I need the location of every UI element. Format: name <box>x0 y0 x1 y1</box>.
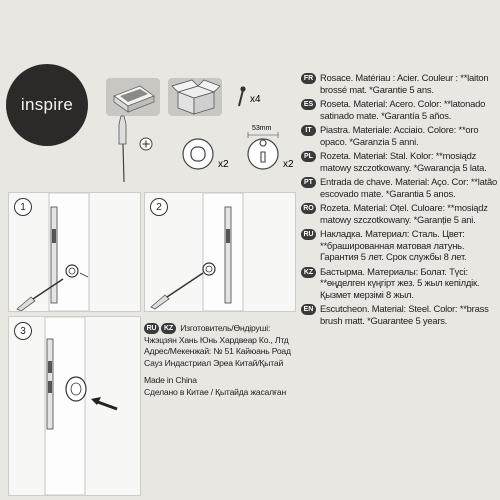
lang-badge: PT <box>301 177 316 188</box>
packaging-tray-icon <box>106 78 160 116</box>
language-text: Escutcheon. Material: Steel. Color: **brass brush matt. *Guarantee 5 years. <box>320 303 489 326</box>
language-text: Бастырма. Материалы: Болат. Түсі: **өңделген күңгірт жез. 5 жыл кепілдік. Қызмет мерзімі 8 жыл. <box>320 265 480 300</box>
dimension-label: 53mm <box>252 125 272 132</box>
language-row <box>301 228 500 263</box>
package-box-icon <box>168 78 222 116</box>
manufacturer-info <box>144 323 300 398</box>
language-text: Накладка. Материал: Сталь. Цвет: **брашированная матовая латунь. Гарантия 5 лет. Срок службы 8 лет. <box>320 228 467 262</box>
language-row <box>301 176 500 199</box>
lang-badge: FR <box>301 73 316 84</box>
lang-badge: RU <box>144 323 159 334</box>
lock-faceplate <box>51 207 57 303</box>
lang-badge: ES <box>301 99 316 110</box>
components-illustration <box>100 72 300 184</box>
step-number: 3 <box>14 322 32 340</box>
step-number: 1 <box>14 198 32 216</box>
made-in-ru: Сделано в Китае / Қытайда жасалған <box>144 386 287 397</box>
language-list <box>301 72 500 329</box>
screwdriver-icon <box>151 273 203 309</box>
rosette-qty: x2 <box>218 159 229 170</box>
language-row <box>301 266 500 301</box>
lang-badge: RO <box>301 203 316 214</box>
language-text: Piastra. Materiale: Acciaio. Colore: **oro opaco. *Garanzia 5 anni. <box>320 124 479 147</box>
components-panel <box>100 72 300 184</box>
manufacturer-name: Чжэцзян Хань Юнь Хардвеар Ко., Лтд <box>144 334 289 345</box>
lock-faceplate <box>225 207 231 303</box>
language-row <box>301 202 500 225</box>
language-row <box>301 150 500 173</box>
language-text: Rosace. Matériau : Acier. Couleur : **laiton brossé mat. *Garantie 5 ans. <box>320 72 489 95</box>
lang-badge: IT <box>301 125 316 136</box>
lang-badge: PL <box>301 151 316 162</box>
language-text: Rozeta. Material: Oțel. Culoare: **mosiądz matowy szczotkowany. *Garanție 5 ani. <box>320 202 488 225</box>
manufacturer-header <box>144 323 300 335</box>
language-row <box>301 124 500 147</box>
step-1-panel <box>8 192 141 312</box>
language-row <box>301 72 500 95</box>
lang-badge: RU <box>301 229 316 240</box>
brand-logo <box>6 64 88 146</box>
plus-icon <box>140 138 152 150</box>
step-3-illustration <box>9 317 140 495</box>
door-edge <box>203 193 243 311</box>
lang-badge: EN <box>301 304 316 315</box>
lang-badge: KZ <box>301 267 316 278</box>
step-3-panel <box>8 316 141 496</box>
brand-logo-text: inspire <box>20 95 74 114</box>
screws-icon <box>239 86 261 106</box>
language-row <box>301 98 500 121</box>
address-label: Адрес/Мекенжай: <box>144 346 212 356</box>
step-number: 2 <box>150 198 168 216</box>
made-in-en: Made in China <box>144 375 197 385</box>
screwdriver-icon <box>119 116 126 182</box>
arrow-icon <box>91 397 117 409</box>
step-2-illustration <box>145 193 295 311</box>
lang-badge: KZ <box>161 323 176 334</box>
escutcheon-qty: x2 <box>283 159 294 170</box>
step-1-illustration <box>9 193 140 311</box>
language-row <box>301 303 500 326</box>
language-text: Roseta. Material: Acero. Color: **latonado satinado mate. *Garantía 5 años. <box>320 98 486 121</box>
step-2-panel <box>144 192 296 312</box>
rosette-icon <box>183 139 229 170</box>
address-text: № 51 Кайюань Роад Сауз Индастриал Эреа Китай/Қытай <box>144 346 291 368</box>
manufacturer-label: Изготовитель/Өндіруші: <box>180 323 271 333</box>
dimension-line <box>248 125 278 138</box>
screws-qty: x4 <box>250 94 261 105</box>
language-text: Rozeta. Materiał: Stal. Kolor: **mosiądz matowy szczotkowany. *Gwarancja 5 lata. <box>320 150 487 173</box>
escutcheon-icon <box>248 139 294 170</box>
language-text: Entrada de chave. Material: Aço. Cor: **latão escovado mate. *Garantia 5 anos. <box>320 176 498 199</box>
